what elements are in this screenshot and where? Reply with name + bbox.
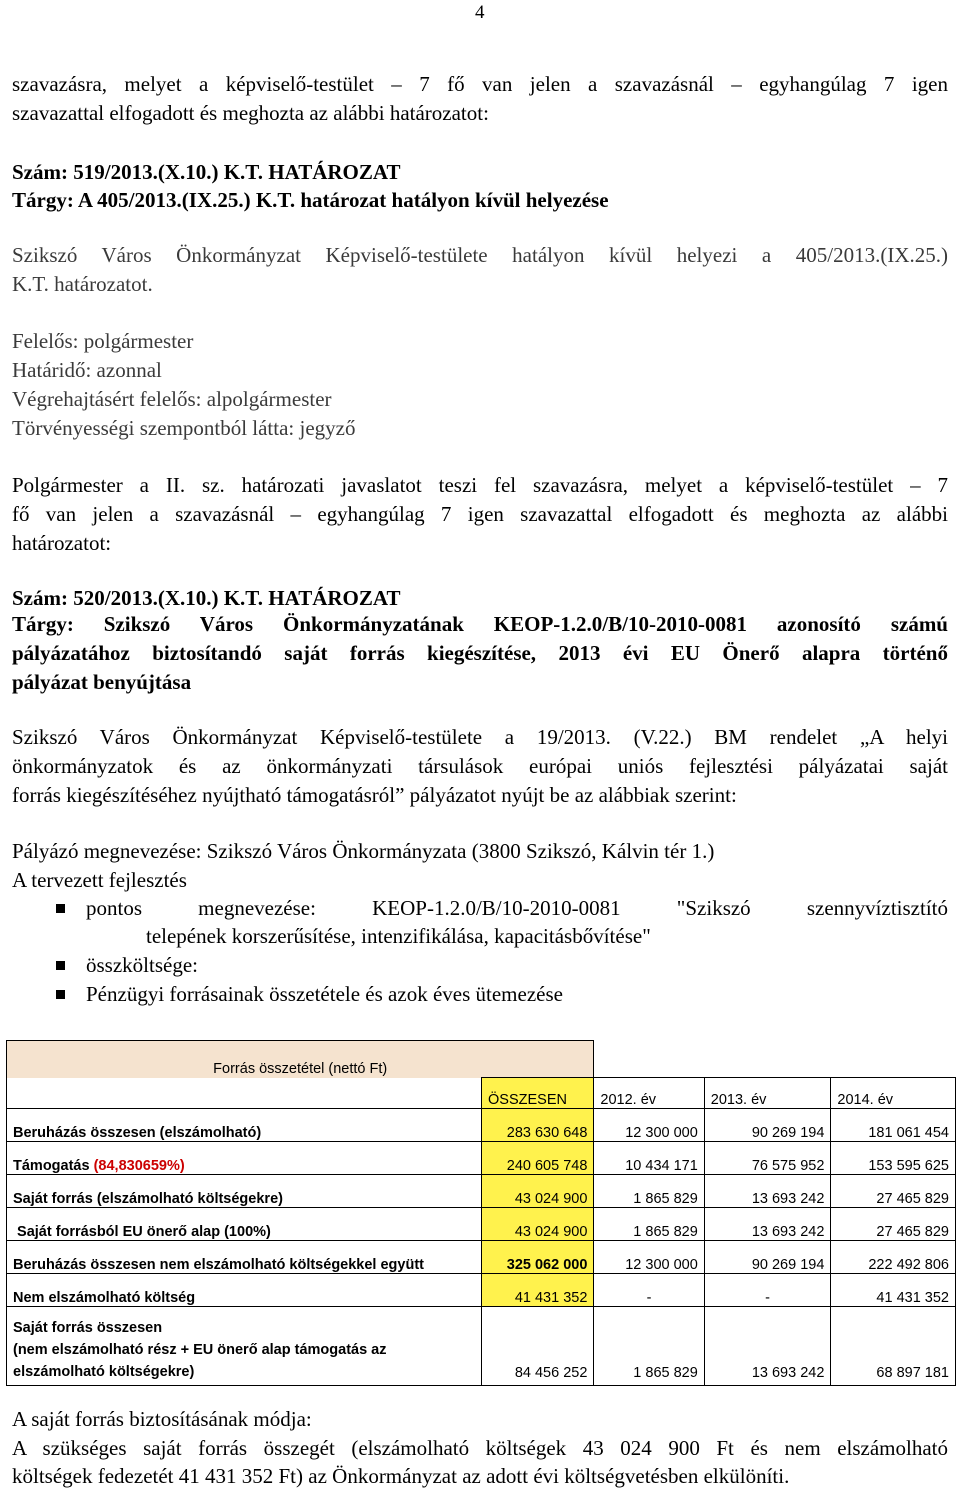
own-source-line1: A szükséges saját forrás összegét (elszámolható költségek 43 024 900 Ft és nem elszámolható: [12, 1436, 948, 1460]
para1-line2: szavazattal elfogadott és meghozta az alábbi határozatot:: [12, 101, 489, 125]
table-row: [7, 1142, 956, 1175]
row-label: Saját forrás (elszámolható költségekre): [7, 1175, 482, 1208]
para2-line3: határozatot:: [12, 531, 112, 555]
bullet2: összköltsége:: [86, 953, 198, 977]
resolution2-body-line2: önkormányzatok és az önkormányzati társulások európai uniós fejlesztési pályázatai saját: [12, 754, 948, 778]
cell-total: 283 630 648: [482, 1109, 594, 1142]
table-row: [7, 1109, 956, 1142]
subsidy-rate: (84,830659%): [93, 1158, 185, 1174]
cell-2012: 10 434 171: [594, 1142, 704, 1175]
cell-2013: 13 693 242: [704, 1175, 831, 1208]
table-row: [7, 1208, 956, 1241]
header-2013: 2013. év: [704, 1078, 831, 1109]
cell-2013: 76 575 952: [704, 1142, 831, 1175]
cell-2013: -: [704, 1274, 831, 1307]
resolution2-subject-line1: Tárgy: Szikszó Város Önkormányzatának KEOP-1.2.0/B/10-2010-0081 azonosító számú: [12, 612, 948, 636]
cell-total: 43 024 900: [482, 1208, 594, 1241]
cell-2012: -: [594, 1274, 704, 1307]
cell-2013: 90 269 194: [704, 1109, 831, 1142]
table-title: Forrás összetétel (nettó Ft): [7, 1041, 594, 1078]
cell-2014: 181 061 454: [831, 1109, 956, 1142]
bullet-square-icon: [56, 961, 65, 970]
cell-2013: 13 693 242: [704, 1307, 831, 1386]
deadline: Határidő: azonnal: [12, 358, 162, 382]
row-label: Saját forrás összesen (nem elszámolható rész + EU önerő alap támogatás az elszámolható költségekre): [7, 1307, 482, 1386]
resolution2-body-line3: forrás kiegészítéséhez nyújtható támogatásról” pályázatot nyújt be az alábbiak szerint:: [12, 783, 737, 807]
cell-2014: 222 492 806: [831, 1241, 956, 1274]
table-row: [7, 1241, 956, 1274]
bullet-square-icon: [56, 904, 65, 913]
header-2014: 2014. év: [831, 1078, 956, 1109]
resolution1-number: Szám: 519/2013.(X.10.) K.T. HATÁROZAT: [12, 160, 401, 184]
row-label: Támogatás (84,830659%): [7, 1142, 482, 1175]
cell-total: 41 431 352: [482, 1274, 594, 1307]
table-row: [7, 1175, 956, 1208]
applicant: Pályázó megnevezése: Szikszó Város Önkormányzata (3800 Szikszó, Kálvin tér 1.): [12, 839, 715, 863]
funding-table: [6, 1040, 956, 1386]
cell-2013: 90 269 194: [704, 1241, 831, 1274]
cell-2012: 1 865 829: [594, 1208, 704, 1241]
cell-total: 325 062 000: [482, 1241, 594, 1274]
cell-2014: 153 595 625: [831, 1142, 956, 1175]
cell-2012: 1 865 829: [594, 1175, 704, 1208]
cell-total: 240 605 748: [482, 1142, 594, 1175]
para2-line1: Polgármester a II. sz. határozati javaslatot teszi fel szavazásra, melyet a képviselő-testület – 7: [12, 473, 948, 497]
table-title-row: [7, 1041, 956, 1078]
row-label: Beruházás összesen (elszámolható): [7, 1109, 482, 1142]
bullet1-line2: telepének korszerűsítése, intenzifikálása, kapacitásbővítése": [146, 924, 651, 948]
bullet3: Pénzügyi forrásainak összetétele és azok éves ütemezése: [86, 982, 563, 1006]
resolution2-subject-line3: pályázat benyújtása: [12, 670, 192, 694]
resolution1-subject: Tárgy: A 405/2013.(IX.25.) K.T. határozat hatályon kívül helyezése: [12, 188, 609, 212]
bullet1-line1: pontos megnevezése: KEOP-1.2.0/B/10-2010-0081 "Szikszó szennyvíztisztító: [86, 896, 948, 920]
cell-2013: 13 693 242: [704, 1208, 831, 1241]
executor: Végrehajtásért felelős: alpolgármester: [12, 387, 332, 411]
cell-total: 43 024 900: [482, 1175, 594, 1208]
bullet-square-icon: [56, 990, 65, 999]
own-source-heading: A saját forrás biztosításának módja:: [12, 1407, 312, 1431]
planned-development: A tervezett fejlesztés: [12, 868, 187, 892]
row-label: Saját forrásból EU önerő alap (100%): [7, 1208, 482, 1241]
cell-2014: 27 465 829: [831, 1208, 956, 1241]
table-row: [7, 1274, 956, 1307]
responsible: Felelős: polgármester: [12, 329, 194, 353]
page-number: 4: [475, 2, 485, 23]
cell-2014: 68 897 181: [831, 1307, 956, 1386]
table-header-row: [7, 1078, 956, 1109]
row-label: Beruházás összesen nem elszámolható költségekkel együtt: [7, 1241, 482, 1274]
cell-2014: 27 465 829: [831, 1175, 956, 1208]
resolution2-body-line1: Szikszó Város Önkormányzat Képviselő-testülete a 19/2013. (V.22.) BM rendelet „A helyi: [12, 725, 948, 749]
cell-2014: 41 431 352: [831, 1274, 956, 1307]
cell-2012: 1 865 829: [594, 1307, 704, 1386]
row-label: Nem elszámolható költség: [7, 1274, 482, 1307]
header-total: ÖSSZESEN: [482, 1078, 594, 1109]
para2-line2: fő van jelen a szavazásnál – egyhangúlag 7 igen szavazattal elfogadott és meghozta az alábbi: [12, 502, 948, 526]
own-source-line2: költségek fedezetét 41 431 352 Ft) az Önkormányzat az adott évi költségvetésben elkülöníti.: [12, 1464, 790, 1488]
resolution2-subject-line2: pályázatához biztosítandó saját forrás kiegészítése, 2013 évi EU Önerő alapra történő: [12, 641, 948, 665]
resolution1-body-line1: Szikszó Város Önkormányzat Képviselő-testülete hatályon kívül helyezi a 405/2013.(IX.25.): [12, 243, 948, 267]
para1-line1: szavazásra, melyet a képviselő-testület – 7 fő van jelen a szavazásnál – egyhangúlag 7 igen: [12, 72, 948, 96]
legality: Törvényességi szempontból látta: jegyző: [12, 416, 356, 440]
header-2012: 2012. év: [594, 1078, 704, 1109]
resolution2-number: Szám: 520/2013.(X.10.) K.T. HATÁROZAT: [12, 586, 401, 610]
resolution1-body-line2: K.T. határozatot.: [12, 272, 153, 296]
cell-total: 84 456 252: [482, 1307, 594, 1386]
cell-2012: 12 300 000: [594, 1109, 704, 1142]
cell-2012: 12 300 000: [594, 1241, 704, 1274]
table-row: [7, 1307, 956, 1386]
